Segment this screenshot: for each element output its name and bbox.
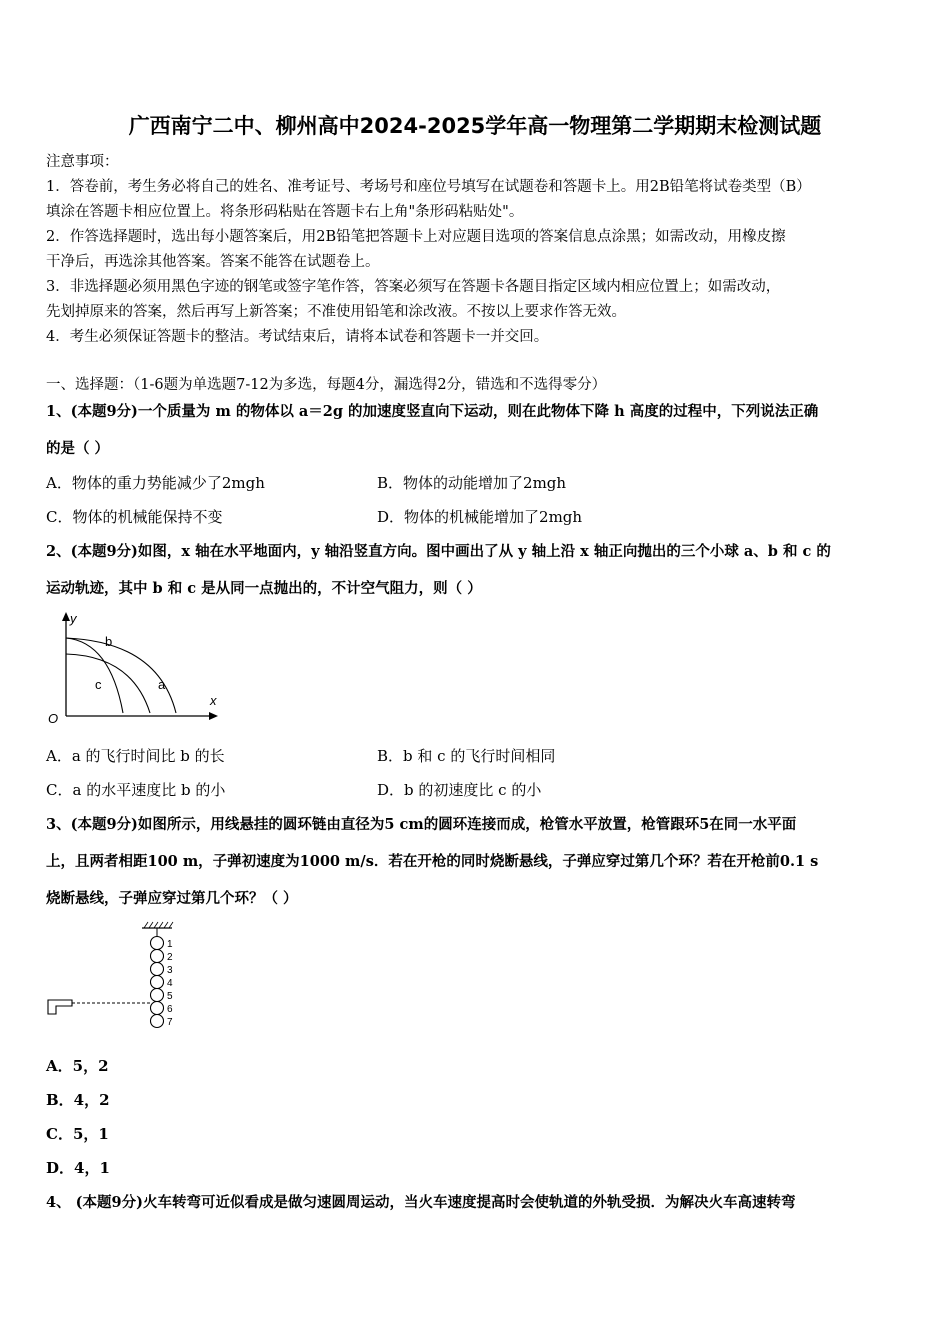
q3-stem-line1: 3、(本题9分)如图所示，用线悬挂的圆环链由直径为5 cm的圆环连接而成，枪管水平放置，枪管跟环5在同一水平面 — [46, 816, 797, 833]
q2-option-d: D．b 的初速度比 c 的小 — [377, 781, 542, 799]
q2-stem-line2: 运动轨迹，其中 b 和 c 是从同一点抛出的，不计空气阻力，则（ ） — [46, 580, 482, 597]
ring-label-7: 7 — [167, 1017, 173, 1028]
projectile-trajectory-figure — [40, 606, 230, 730]
ceiling-hatching — [144, 922, 173, 928]
gun-icon — [48, 1000, 72, 1014]
ring-5 — [151, 989, 164, 1002]
notice-line-7: 4．考生必须保证答题卡的整洁。考试结束后，请将本试卷和答题卡一并交回。 — [46, 329, 549, 345]
notice-line-2: 填涂在答题卡相应位置上。将条形码粘贴在答题卡右上角"条形码粘贴处"。 — [46, 204, 524, 220]
trajectory-b — [66, 654, 150, 713]
trajectory-c — [66, 638, 123, 713]
q2-option-c: C．a 的水平速度比 b 的小 — [46, 781, 226, 799]
x-axis-label: x — [210, 693, 217, 708]
ring-chain — [151, 937, 164, 1028]
ring-label-6: 6 — [167, 1004, 173, 1015]
ring-7 — [151, 1015, 164, 1028]
q4-stem-line1: 4、 (本题9分)火车转弯可近似看成是做匀速圆周运动，当火车速度提高时会使轨道的外轨受损．为解决火车高速转弯 — [46, 1194, 796, 1211]
curve-b-label: b — [105, 634, 113, 649]
x-axis-arrow — [209, 712, 218, 720]
q3-option-b: B．4，2 — [46, 1091, 110, 1109]
q3-stem-line3: 烧断悬线，子弹应穿过第几个环？（ ） — [46, 890, 298, 907]
y-axis-label: y — [70, 611, 77, 626]
ring-label-3: 3 — [167, 965, 173, 976]
notice-line-6: 先划掉原来的答案，然后再写上新答案；不准使用铅笔和涂改液。不按以上要求作答无效。 — [46, 304, 626, 320]
q3-option-a: A．5，2 — [46, 1057, 109, 1075]
q3-option-d: D．4，1 — [46, 1159, 110, 1177]
y-axis-arrow — [62, 612, 70, 621]
origin-label: O — [48, 711, 59, 726]
q1-option-a: A．物体的重力势能减少了2mgh — [46, 474, 265, 492]
q2-option-a: A．a 的飞行时间比 b 的长 — [46, 747, 225, 765]
q1-option-b: B．物体的动能增加了2mgh — [377, 474, 567, 492]
ring-chain-figure — [44, 920, 194, 1035]
q1-stem-line1: 1、(本题9分)一个质量为 m 的物体以 a＝2g 的加速度竖直向下运动，则在此物体下降 h 高度的过程中，下列说法正确 — [46, 403, 819, 420]
exam-title: 广西南宁二中、柳州高中2024-2025学年高一物理第二学期期末检测试题 — [128, 114, 822, 138]
q2-option-b: B．b 和 c 的飞行时间相同 — [377, 747, 556, 765]
notice-line-5: 3．非选择题必须用黑色字迹的钢笔或签字笔作答，答案必须写在答题卡各题目指定区域内相应位置上；如需改动， — [46, 279, 781, 295]
q1-stem-line2: 的是（ ） — [46, 440, 110, 457]
notice-line-4: 干净后，再选涂其他答案。答案不能答在试题卷上。 — [46, 254, 380, 270]
curve-c-label: c — [95, 677, 102, 692]
section-heading: 一、选择题：（1-6题为单选题7-12为多选，每题4分，漏选得2分，错选和不选得零分） — [46, 377, 607, 393]
ring-6 — [151, 1002, 164, 1015]
ring-label-1: 1 — [167, 939, 173, 950]
ring-3 — [151, 963, 164, 976]
ring-label-4: 4 — [167, 978, 173, 989]
curve-a-label: a — [158, 677, 166, 692]
q3-option-c: C．5，1 — [46, 1125, 109, 1143]
notice-line-3: 2．作答选择题时，选出每小题答案后，用2B铅笔把答题卡上对应题目选项的答案信息点涂黑；如需改动，用橡皮擦 — [46, 229, 786, 245]
ring-1 — [151, 937, 164, 950]
notice-heading: 注意事项： — [46, 154, 119, 170]
ring-label-5: 5 — [167, 991, 173, 1002]
ring-label-2: 2 — [167, 952, 173, 963]
notice-line-1: 1．答卷前，考生务必将自己的姓名、准考证号、考场号和座位号填写在试题卷和答题卡上。用2B铅笔将试卷类型（B） — [46, 179, 811, 195]
q1-option-c: C．物体的机械能保持不变 — [46, 508, 223, 526]
q2-stem-line1: 2、(本题9分)如图，x 轴在水平地面内，y 轴沿竖直方向。图中画出了从 y 轴上沿 x 轴正向抛出的三个小球 a、b 和 c 的 — [46, 543, 831, 560]
q1-option-d: D．物体的机械能增加了2mgh — [377, 508, 583, 526]
q3-stem-line2: 上，且两者相距100 m，子弹初速度为1000 m/s．若在开枪的同时烧断悬线，子弹应穿过第几个环？若在开枪前0.1 s — [46, 853, 819, 870]
ring-2 — [151, 950, 164, 963]
ring-4 — [151, 976, 164, 989]
